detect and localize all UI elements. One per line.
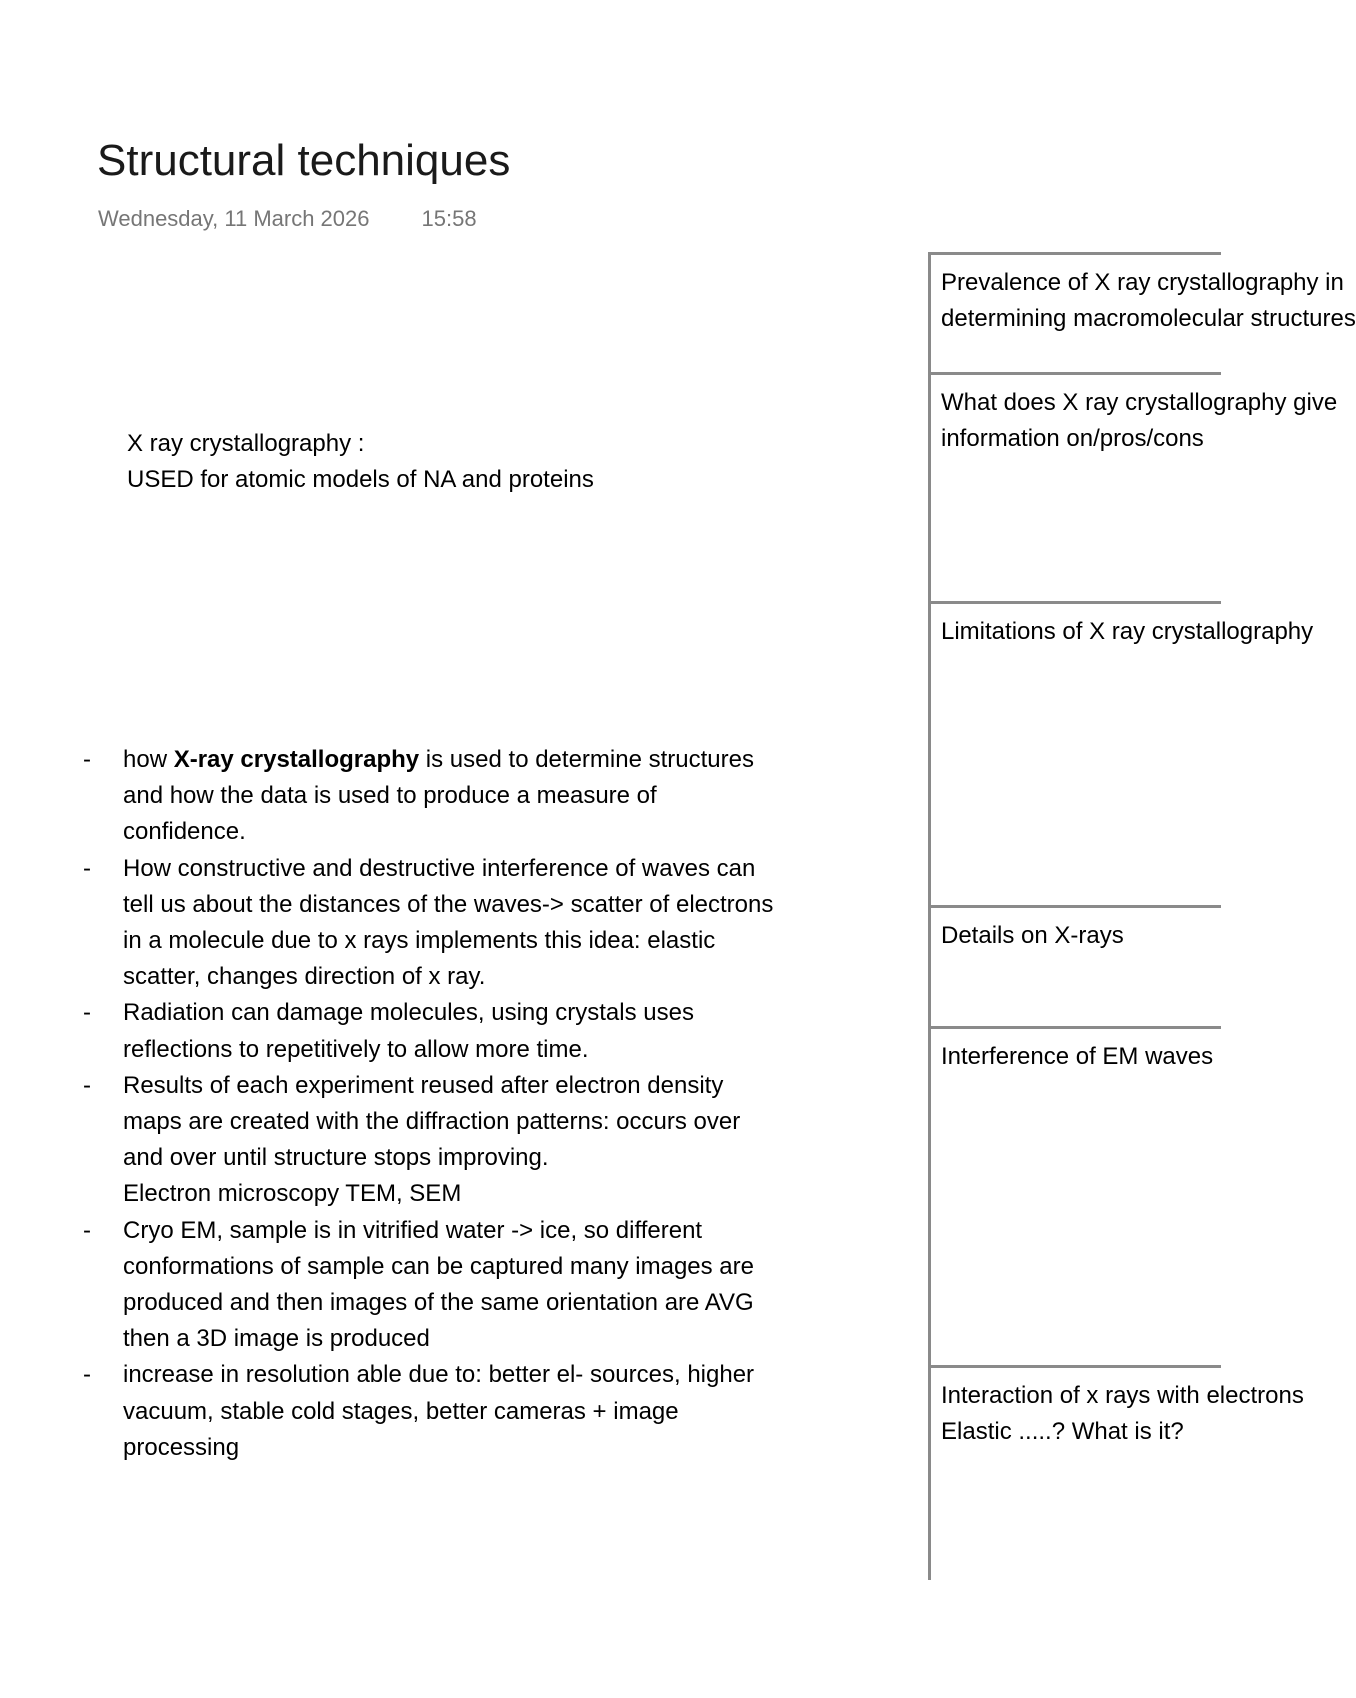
intro-text: USED for atomic models of NA and proteins (127, 466, 594, 493)
list-item (80, 851, 780, 996)
dash-bullet: - (83, 1361, 91, 1389)
table-cell-details-xrays[interactable] (931, 908, 1221, 1029)
list-item (80, 1213, 780, 1358)
table-cell-interference[interactable] (931, 1029, 1221, 1368)
note-text: increase in resolution able due to: better el- sources, higher vacuum, stable cold stages, better cameras + image processing (123, 1361, 755, 1461)
page-title: Structural techniques (97, 136, 511, 185)
table-cell-what-does-it-give[interactable] (931, 375, 1338, 604)
table-cell-interaction[interactable] (931, 1368, 1304, 1580)
note-text: Results of each experiment reused after electron density maps are created with the diffraction patterns: occurs over and over until structure stops improving. (123, 1071, 741, 1172)
cell-text: Details on X-rays (941, 922, 1124, 949)
dash-bullet: - (83, 1216, 91, 1244)
list-item (80, 1357, 780, 1466)
cell-text: What does X ray crystallography give (941, 389, 1338, 416)
page-metadata (98, 206, 477, 232)
list-item (80, 742, 780, 851)
note-text: Radiation can damage molecules, using crystals uses reflections to repetitively to allow more time. (123, 999, 694, 1063)
cell-text: Limitations of X ray crystallography (941, 618, 1314, 645)
note-bold-text: X-ray crystallography (173, 746, 420, 773)
dash-bullet: - (83, 999, 91, 1027)
dash-bullet: - (83, 746, 91, 773)
notes-list[interactable] (80, 742, 780, 1466)
page-time: 15:58 (421, 206, 477, 231)
list-item (80, 995, 780, 1067)
note-text: How constructive and destructive interference of waves can tell us about the distances of the waves-> scatter of electrons in a molecule due to x rays implements this idea: elastic scatter, changes direction of x ray. (123, 854, 774, 991)
dash-bullet: - (83, 854, 91, 882)
intro-heading: X ray crystallography : (127, 430, 365, 457)
list-item (80, 1176, 780, 1212)
cell-text: Elastic .....? What is it? (941, 1418, 1184, 1445)
cell-text: Prevalence of X ray crystallography in (941, 269, 1344, 296)
note-text: how (123, 746, 174, 773)
note-text: Electron microscopy TEM, SEM (123, 1180, 462, 1208)
list-item (80, 1068, 780, 1177)
page-date: Wednesday, 11 March 2026 (98, 206, 370, 231)
cell-text: determining macromolecular structures (941, 305, 1356, 332)
cell-text: Interference of EM waves (941, 1043, 1214, 1070)
cell-text: Interaction of x rays with electrons (941, 1382, 1304, 1409)
note-text: Cryo EM, sample is in vitrified water -> ice, so different conformations of sample can be captured many images are produced and then images of the same orientation are AVG then a 3D image is produced (123, 1216, 754, 1353)
cell-text: information on/pros/cons (941, 425, 1204, 452)
intro-block[interactable] (127, 426, 594, 498)
table-cell-prevalence[interactable] (931, 255, 1356, 375)
note-text: is used to determine structures and how the data is used to produce a measure of confidence. (123, 746, 754, 846)
question-table[interactable] (928, 252, 1356, 1580)
dash-bullet: - (83, 1071, 91, 1099)
table-cell-limitations[interactable] (931, 604, 1314, 908)
